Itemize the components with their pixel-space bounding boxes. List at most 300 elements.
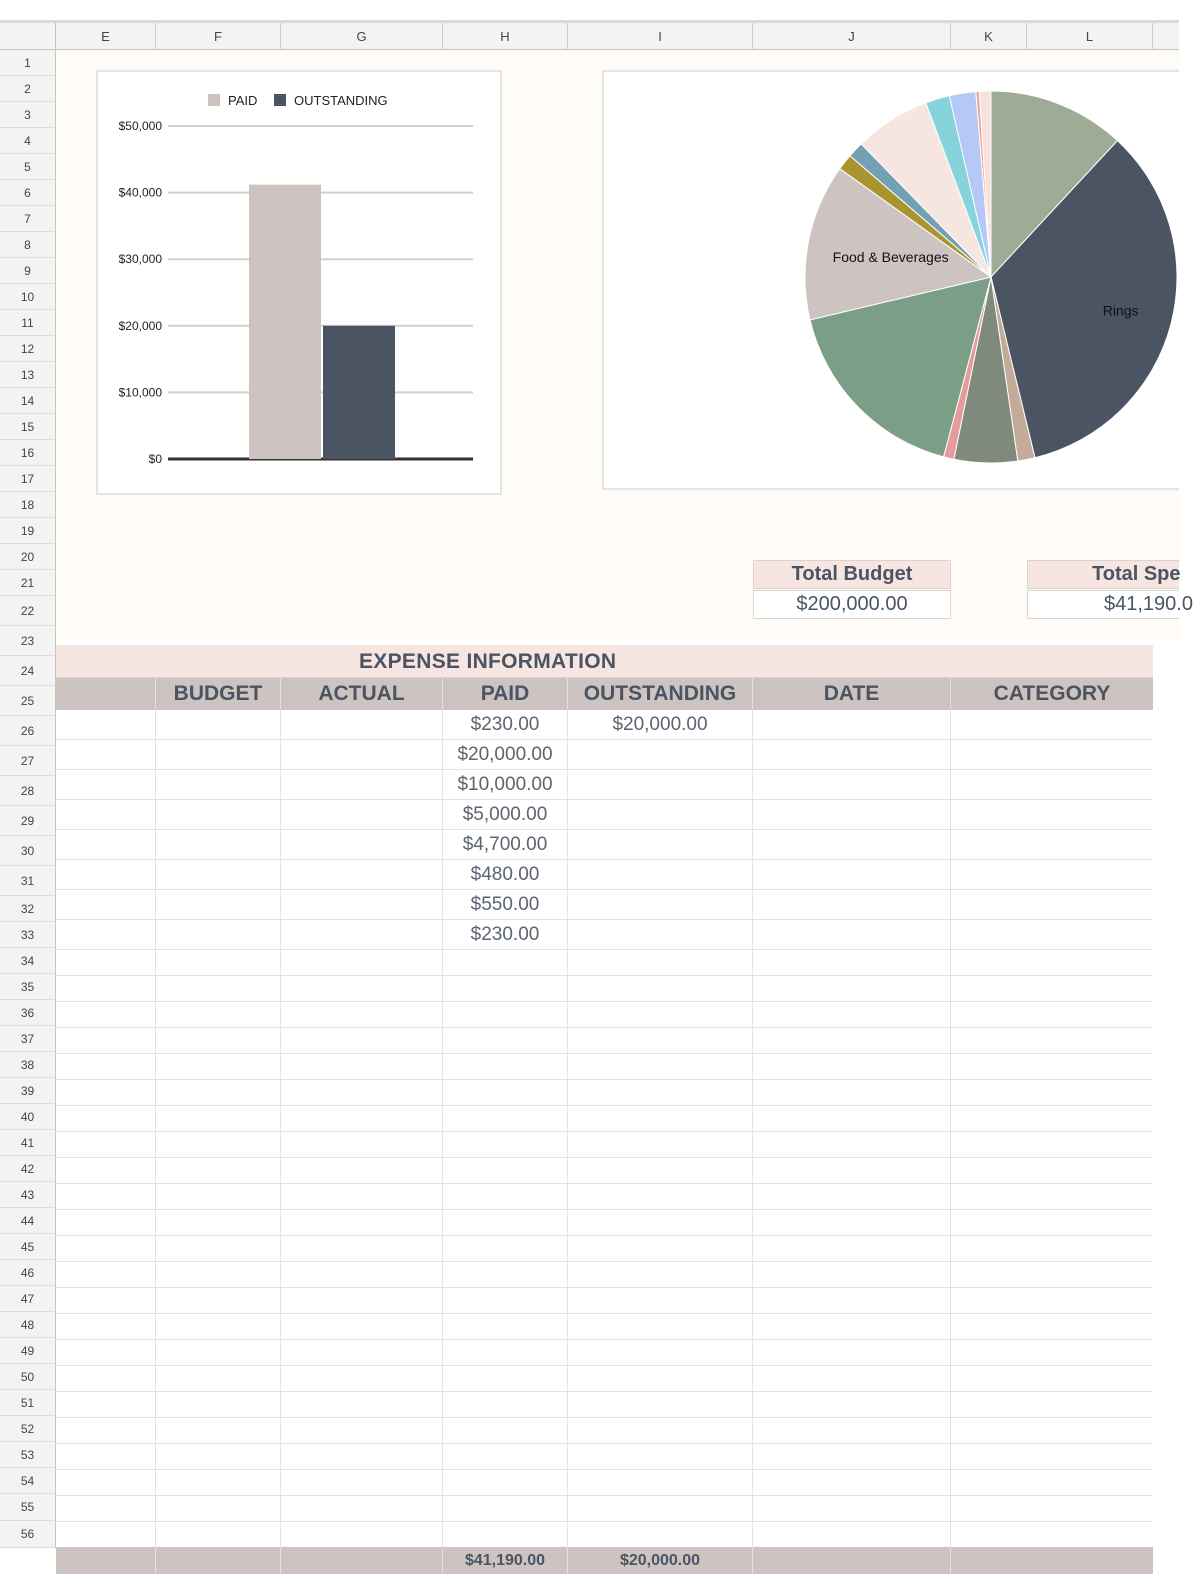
table-cell[interactable]: [156, 920, 281, 949]
row-header[interactable]: 45: [0, 1234, 56, 1260]
table-cell[interactable]: [56, 1418, 156, 1443]
row-header[interactable]: 54: [0, 1468, 56, 1494]
table-cell[interactable]: [443, 1418, 568, 1443]
pie-chart[interactable]: [602, 70, 1179, 490]
row-header[interactable]: 4: [0, 128, 56, 154]
row-header[interactable]: 2: [0, 76, 56, 102]
table-cell[interactable]: [753, 890, 951, 919]
table-cell[interactable]: [568, 1236, 753, 1261]
table-cell[interactable]: [443, 1496, 568, 1521]
table-cell[interactable]: [281, 950, 443, 975]
table-cell[interactable]: [443, 1132, 568, 1157]
table-cell[interactable]: [56, 1002, 156, 1027]
table-cell[interactable]: [568, 1496, 753, 1521]
table-cell[interactable]: [443, 1392, 568, 1417]
table-cell[interactable]: [951, 976, 1153, 1001]
table-cell[interactable]: [568, 1366, 753, 1391]
column-header-k[interactable]: K: [951, 23, 1027, 50]
table-cell[interactable]: [568, 1418, 753, 1443]
table-cell[interactable]: [281, 1470, 443, 1495]
table-cell[interactable]: [281, 1002, 443, 1027]
table-cell[interactable]: [568, 1002, 753, 1027]
table-cell[interactable]: [156, 1418, 281, 1443]
row-header[interactable]: 46: [0, 1260, 56, 1286]
row-header[interactable]: 56: [0, 1521, 56, 1548]
row-header[interactable]: 22: [0, 596, 56, 626]
table-cell[interactable]: [281, 860, 443, 889]
table-cell[interactable]: [951, 1236, 1153, 1261]
table-cell[interactable]: [56, 1236, 156, 1261]
table-cell[interactable]: [951, 1340, 1153, 1365]
row-header[interactable]: 48: [0, 1312, 56, 1338]
table-cell[interactable]: [281, 1496, 443, 1521]
table-cell[interactable]: [568, 1444, 753, 1469]
column-header-l[interactable]: L: [1027, 23, 1153, 50]
table-cell[interactable]: [443, 1158, 568, 1183]
row-header[interactable]: 1: [0, 50, 56, 76]
table-cell[interactable]: [443, 1366, 568, 1391]
header-outstanding[interactable]: OUTSTANDING: [568, 678, 753, 710]
table-cell[interactable]: [281, 1366, 443, 1391]
table-cell[interactable]: [156, 1496, 281, 1521]
table-cell[interactable]: [951, 1288, 1153, 1313]
row-header[interactable]: 52: [0, 1416, 56, 1442]
outstanding-cell[interactable]: $20,000.00: [568, 710, 753, 739]
table-cell[interactable]: [568, 1158, 753, 1183]
bar-outstanding[interactable]: [323, 326, 395, 459]
total-outstanding[interactable]: $20,000.00: [568, 1547, 753, 1574]
outstanding-cell[interactable]: [568, 920, 753, 949]
row-header[interactable]: 27: [0, 746, 56, 776]
table-cell[interactable]: [568, 1262, 753, 1287]
table-cell[interactable]: [568, 1184, 753, 1209]
table-cell[interactable]: [156, 1470, 281, 1495]
paid-cell[interactable]: $230.00: [443, 710, 568, 739]
table-cell[interactable]: [753, 1366, 951, 1391]
table-cell[interactable]: [951, 1106, 1153, 1131]
row-header[interactable]: 11: [0, 310, 56, 336]
table-cell[interactable]: [56, 1444, 156, 1469]
table-cell[interactable]: [156, 1054, 281, 1079]
row-header[interactable]: 13: [0, 362, 56, 388]
table-cell[interactable]: [753, 1184, 951, 1209]
table-cell[interactable]: [951, 1496, 1153, 1521]
table-cell[interactable]: [281, 976, 443, 1001]
table-cell[interactable]: [56, 710, 156, 739]
table-cell[interactable]: [156, 740, 281, 769]
table-cell[interactable]: [56, 770, 156, 799]
table-cell[interactable]: [951, 1002, 1153, 1027]
outstanding-cell[interactable]: [568, 800, 753, 829]
table-cell[interactable]: [443, 976, 568, 1001]
table-cell[interactable]: [951, 1028, 1153, 1053]
table-cell[interactable]: [156, 1132, 281, 1157]
table-cell[interactable]: [56, 740, 156, 769]
table-cell[interactable]: [281, 1236, 443, 1261]
table-cell[interactable]: [281, 800, 443, 829]
row-header[interactable]: 14: [0, 388, 56, 414]
table-cell[interactable]: [443, 950, 568, 975]
table-cell[interactable]: [281, 1444, 443, 1469]
table-cell[interactable]: [753, 1288, 951, 1313]
table-cell[interactable]: [156, 830, 281, 859]
row-header[interactable]: 53: [0, 1442, 56, 1468]
row-header[interactable]: 43: [0, 1182, 56, 1208]
table-cell[interactable]: [753, 710, 951, 739]
row-header[interactable]: 20: [0, 544, 56, 570]
table-cell[interactable]: [443, 1522, 568, 1547]
outstanding-cell[interactable]: [568, 740, 753, 769]
table-cell[interactable]: [281, 770, 443, 799]
table-cell[interactable]: [156, 1080, 281, 1105]
table-cell[interactable]: [56, 1028, 156, 1053]
header-actual[interactable]: ACTUAL: [281, 678, 443, 710]
table-cell[interactable]: [281, 740, 443, 769]
table-cell[interactable]: [753, 1080, 951, 1105]
row-header[interactable]: 33: [0, 922, 56, 948]
table-cell[interactable]: [443, 1470, 568, 1495]
table-cell[interactable]: [443, 1106, 568, 1131]
total-cell[interactable]: [951, 1547, 1153, 1574]
table-cell[interactable]: [156, 1288, 281, 1313]
table-cell[interactable]: [951, 770, 1153, 799]
table-cell[interactable]: [568, 1314, 753, 1339]
table-cell[interactable]: [753, 976, 951, 1001]
header-budget[interactable]: BUDGET: [156, 678, 281, 710]
table-cell[interactable]: [568, 1392, 753, 1417]
row-header[interactable]: 50: [0, 1364, 56, 1390]
table-cell[interactable]: [56, 1392, 156, 1417]
table-cell[interactable]: [281, 1522, 443, 1547]
row-header[interactable]: 42: [0, 1156, 56, 1182]
table-cell[interactable]: [281, 1080, 443, 1105]
table-cell[interactable]: [753, 1470, 951, 1495]
row-header[interactable]: 23: [0, 626, 56, 656]
row-header[interactable]: 17: [0, 466, 56, 492]
total-paid[interactable]: $41,190.00: [443, 1547, 568, 1574]
table-cell[interactable]: [281, 1392, 443, 1417]
table-cell[interactable]: [443, 1236, 568, 1261]
table-cell[interactable]: [568, 1210, 753, 1235]
table-cell[interactable]: [951, 1418, 1153, 1443]
table-cell[interactable]: [443, 1444, 568, 1469]
total-spent-value[interactable]: $41,190.0: [1027, 590, 1179, 619]
row-header[interactable]: 10: [0, 284, 56, 310]
row-header[interactable]: 7: [0, 206, 56, 232]
table-cell[interactable]: [156, 710, 281, 739]
table-cell[interactable]: [56, 976, 156, 1001]
table-cell[interactable]: [753, 1392, 951, 1417]
row-header[interactable]: 51: [0, 1390, 56, 1416]
table-cell[interactable]: [156, 1106, 281, 1131]
table-cell[interactable]: [753, 770, 951, 799]
paid-cell[interactable]: $230.00: [443, 920, 568, 949]
row-header[interactable]: 41: [0, 1130, 56, 1156]
table-cell[interactable]: [56, 1522, 156, 1547]
table-cell[interactable]: [951, 800, 1153, 829]
table-cell[interactable]: [281, 1314, 443, 1339]
row-header[interactable]: 3: [0, 102, 56, 128]
table-cell[interactable]: [56, 1340, 156, 1365]
table-cell[interactable]: [753, 1236, 951, 1261]
row-header[interactable]: 39: [0, 1078, 56, 1104]
column-header-f[interactable]: F: [156, 23, 281, 50]
table-cell[interactable]: [56, 1262, 156, 1287]
table-cell[interactable]: [951, 950, 1153, 975]
row-header[interactable]: 55: [0, 1494, 56, 1521]
table-cell[interactable]: [56, 920, 156, 949]
table-cell[interactable]: [156, 1522, 281, 1547]
table-cell[interactable]: [951, 1054, 1153, 1079]
outstanding-cell[interactable]: [568, 890, 753, 919]
table-cell[interactable]: [156, 1392, 281, 1417]
table-cell[interactable]: [281, 890, 443, 919]
table-cell[interactable]: [56, 1470, 156, 1495]
table-cell[interactable]: [568, 1028, 753, 1053]
table-cell[interactable]: [443, 1002, 568, 1027]
table-cell[interactable]: [56, 1158, 156, 1183]
table-cell[interactable]: [568, 1106, 753, 1131]
row-header[interactable]: 28: [0, 776, 56, 806]
table-cell[interactable]: [56, 1210, 156, 1235]
table-cell[interactable]: [753, 1522, 951, 1547]
table-cell[interactable]: [281, 1288, 443, 1313]
row-header[interactable]: 37: [0, 1026, 56, 1052]
header-category[interactable]: CATEGORY: [993, 682, 1111, 705]
table-cell[interactable]: [951, 1392, 1153, 1417]
table-cell[interactable]: [56, 1496, 156, 1521]
row-header[interactable]: 19: [0, 518, 56, 544]
table-cell[interactable]: [156, 1210, 281, 1235]
paid-cell[interactable]: $10,000.00: [443, 770, 568, 799]
table-cell[interactable]: [753, 800, 951, 829]
table-cell[interactable]: [443, 1028, 568, 1053]
table-cell[interactable]: [156, 976, 281, 1001]
row-header[interactable]: 40: [0, 1104, 56, 1130]
row-header[interactable]: 31: [0, 866, 56, 896]
row-header[interactable]: 29: [0, 806, 56, 836]
table-cell[interactable]: [156, 1444, 281, 1469]
row-header[interactable]: 47: [0, 1286, 56, 1312]
table-cell[interactable]: [753, 1106, 951, 1131]
row-header[interactable]: 26: [0, 716, 56, 746]
table-cell[interactable]: [156, 890, 281, 919]
column-header-g[interactable]: G: [281, 23, 443, 50]
table-cell[interactable]: [56, 1366, 156, 1391]
table-cell[interactable]: [568, 1132, 753, 1157]
table-cell[interactable]: [281, 920, 443, 949]
table-cell[interactable]: [156, 950, 281, 975]
table-cell[interactable]: [951, 890, 1153, 919]
table-cell[interactable]: [753, 740, 951, 769]
row-header[interactable]: 12: [0, 336, 56, 362]
table-cell[interactable]: [56, 1080, 156, 1105]
table-cell[interactable]: [281, 1106, 443, 1131]
table-cell[interactable]: [56, 950, 156, 975]
table-cell[interactable]: [753, 830, 951, 859]
table-cell[interactable]: [443, 1340, 568, 1365]
table-cell[interactable]: [753, 950, 951, 975]
table-cell[interactable]: [156, 1236, 281, 1261]
table-cell[interactable]: [753, 1418, 951, 1443]
row-header[interactable]: 36: [0, 1000, 56, 1026]
total-cell[interactable]: [156, 1547, 281, 1574]
table-cell[interactable]: [156, 1002, 281, 1027]
column-header-m[interactable]: [1153, 23, 1179, 50]
table-cell[interactable]: [753, 1158, 951, 1183]
outstanding-cell[interactable]: [568, 830, 753, 859]
row-header[interactable]: 32: [0, 896, 56, 922]
table-cell[interactable]: [753, 1002, 951, 1027]
table-cell[interactable]: [281, 1418, 443, 1443]
table-cell[interactable]: [568, 1522, 753, 1547]
table-cell[interactable]: [951, 710, 1153, 739]
table-cell[interactable]: [753, 1028, 951, 1053]
table-cell[interactable]: [156, 1340, 281, 1365]
table-cell[interactable]: [951, 920, 1153, 949]
table-cell[interactable]: [951, 1314, 1153, 1339]
table-cell[interactable]: [56, 1132, 156, 1157]
total-budget-value[interactable]: $200,000.00: [753, 590, 951, 619]
table-cell[interactable]: [753, 920, 951, 949]
table-cell[interactable]: [951, 1132, 1153, 1157]
column-header-j[interactable]: J: [753, 23, 951, 50]
table-cell[interactable]: [156, 1314, 281, 1339]
table-cell[interactable]: [56, 1314, 156, 1339]
row-header[interactable]: 18: [0, 492, 56, 518]
table-cell[interactable]: [568, 1080, 753, 1105]
table-cell[interactable]: [443, 1080, 568, 1105]
table-cell[interactable]: [281, 1132, 443, 1157]
outstanding-cell[interactable]: [568, 860, 753, 889]
row-header[interactable]: 30: [0, 836, 56, 866]
total-cell[interactable]: [56, 1547, 156, 1574]
table-cell[interactable]: [568, 976, 753, 1001]
table-cell[interactable]: [56, 860, 156, 889]
row-header[interactable]: 35: [0, 974, 56, 1000]
total-cell[interactable]: [281, 1547, 443, 1574]
table-cell[interactable]: [753, 860, 951, 889]
row-header[interactable]: 5: [0, 154, 56, 180]
table-cell[interactable]: [951, 1158, 1153, 1183]
table-cell[interactable]: [156, 770, 281, 799]
column-header-e[interactable]: E: [56, 23, 156, 50]
bar-chart[interactable]: [96, 70, 502, 495]
table-cell[interactable]: [281, 1158, 443, 1183]
table-cell[interactable]: [56, 890, 156, 919]
paid-cell[interactable]: $4,700.00: [443, 830, 568, 859]
table-cell[interactable]: [281, 1054, 443, 1079]
table-cell[interactable]: [443, 1288, 568, 1313]
row-header[interactable]: 8: [0, 232, 56, 258]
table-cell[interactable]: [951, 830, 1153, 859]
table-cell[interactable]: [443, 1210, 568, 1235]
row-header[interactable]: 34: [0, 948, 56, 974]
table-cell[interactable]: [951, 1262, 1153, 1287]
table-cell[interactable]: [753, 1210, 951, 1235]
table-cell[interactable]: [951, 1444, 1153, 1469]
outstanding-cell[interactable]: [568, 770, 753, 799]
row-header[interactable]: 38: [0, 1052, 56, 1078]
row-header[interactable]: 44: [0, 1208, 56, 1234]
row-header[interactable]: 24: [0, 656, 56, 686]
table-cell[interactable]: [568, 1288, 753, 1313]
row-header[interactable]: 25: [0, 686, 56, 716]
row-header[interactable]: 49: [0, 1338, 56, 1364]
column-header-i[interactable]: I: [568, 23, 753, 50]
table-cell[interactable]: [156, 1366, 281, 1391]
table-cell[interactable]: [281, 1262, 443, 1287]
table-cell[interactable]: [753, 1496, 951, 1521]
header-date[interactable]: DATE: [753, 678, 951, 710]
bar-paid[interactable]: [249, 185, 321, 459]
table-cell[interactable]: [443, 1262, 568, 1287]
table-cell[interactable]: [156, 860, 281, 889]
table-cell[interactable]: [951, 1210, 1153, 1235]
table-cell[interactable]: [56, 1054, 156, 1079]
table-cell[interactable]: [568, 950, 753, 975]
table-cell[interactable]: [443, 1184, 568, 1209]
row-header[interactable]: 9: [0, 258, 56, 284]
table-cell[interactable]: [753, 1262, 951, 1287]
table-cell[interactable]: [281, 1028, 443, 1053]
paid-cell[interactable]: $5,000.00: [443, 800, 568, 829]
paid-cell[interactable]: $20,000.00: [443, 740, 568, 769]
row-header[interactable]: 16: [0, 440, 56, 466]
table-cell[interactable]: [951, 1366, 1153, 1391]
row-header[interactable]: 6: [0, 180, 56, 206]
table-cell[interactable]: [753, 1444, 951, 1469]
table-cell[interactable]: [951, 1470, 1153, 1495]
row-header[interactable]: 21: [0, 570, 56, 596]
table-cell[interactable]: [56, 830, 156, 859]
table-cell[interactable]: [156, 800, 281, 829]
table-cell[interactable]: [156, 1028, 281, 1053]
table-cell[interactable]: [281, 830, 443, 859]
table-cell[interactable]: [156, 1184, 281, 1209]
table-cell[interactable]: [951, 740, 1153, 769]
table-cell[interactable]: [443, 1054, 568, 1079]
table-cell[interactable]: [56, 800, 156, 829]
table-cell[interactable]: [951, 860, 1153, 889]
table-cell[interactable]: [568, 1054, 753, 1079]
table-cell[interactable]: [281, 1184, 443, 1209]
table-cell[interactable]: [281, 710, 443, 739]
row-header[interactable]: 15: [0, 414, 56, 440]
table-cell[interactable]: [951, 1522, 1153, 1547]
paid-cell[interactable]: $550.00: [443, 890, 568, 919]
header-blank[interactable]: [56, 678, 156, 710]
table-cell[interactable]: [156, 1158, 281, 1183]
select-all-corner[interactable]: [0, 23, 56, 50]
table-cell[interactable]: [443, 1314, 568, 1339]
total-cell[interactable]: [753, 1547, 951, 1574]
table-cell[interactable]: [56, 1288, 156, 1313]
table-cell[interactable]: [753, 1132, 951, 1157]
table-cell[interactable]: [951, 1080, 1153, 1105]
column-header-h[interactable]: H: [443, 23, 568, 50]
table-cell[interactable]: [753, 1314, 951, 1339]
table-cell[interactable]: [56, 1184, 156, 1209]
table-cell[interactable]: [56, 1106, 156, 1131]
table-cell[interactable]: [568, 1340, 753, 1365]
table-cell[interactable]: [951, 1184, 1153, 1209]
table-cell[interactable]: [568, 1470, 753, 1495]
table-cell[interactable]: [753, 1340, 951, 1365]
table-cell[interactable]: [753, 1054, 951, 1079]
paid-cell[interactable]: $480.00: [443, 860, 568, 889]
table-cell[interactable]: [156, 1262, 281, 1287]
